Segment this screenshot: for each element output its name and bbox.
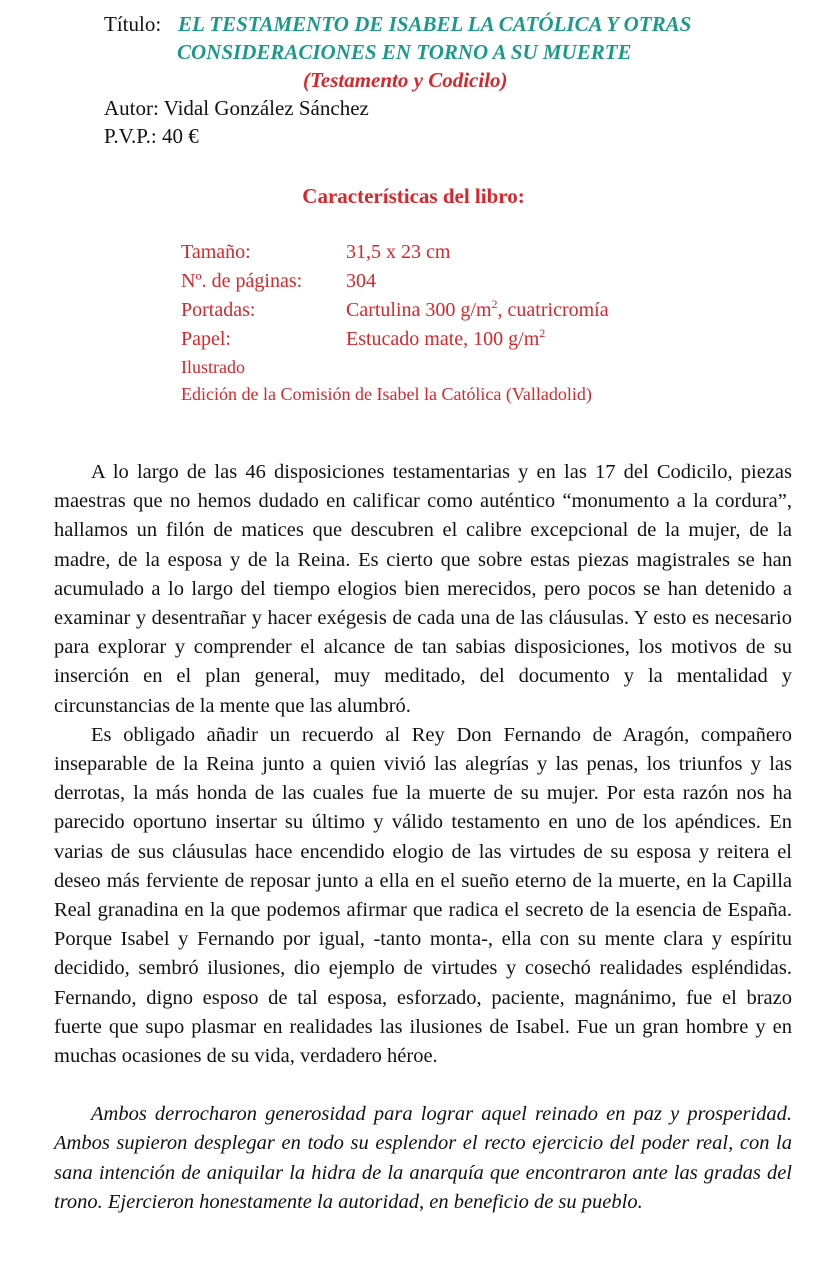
book-title-line-2: CONSIDERACIONES EN TORNO A SU MUERTE — [177, 40, 632, 64]
characteristics-list — [181, 238, 801, 408]
characteristic-covers — [181, 296, 801, 325]
title-row — [104, 10, 804, 38]
characteristic-label: Papel: — [181, 328, 231, 350]
characteristic-value: Cartulina 300 g/m — [346, 299, 492, 321]
characteristic-value: 31,5 x 23 cm — [346, 241, 451, 263]
characteristic-note-edition: Edición de la Comisión de Isabel la Católica (Valladolid) — [181, 384, 592, 404]
book-subtitle: (Testamento y Codicilo) — [303, 68, 508, 92]
characteristic-label: Portadas: — [181, 299, 256, 321]
book-title-line-1: EL TESTAMENTO DE ISABEL LA CATÓLICA Y OTRAS — [178, 12, 692, 36]
book-header — [104, 10, 804, 150]
characteristic-pages — [181, 267, 801, 296]
characteristic-paper — [181, 325, 801, 354]
characteristics-heading: Características del libro: — [302, 184, 525, 208]
characteristic-size — [181, 238, 801, 267]
title-label: Título: — [104, 12, 162, 36]
book-author: Autor: Vidal González Sánchez — [104, 96, 369, 120]
characteristic-value: 304 — [346, 270, 376, 292]
superscript: 2 — [491, 297, 498, 311]
superscript: 2 — [539, 326, 546, 340]
book-price: P.V.P.: 40 € — [104, 124, 199, 148]
body-paragraph: Es obligado añadir un recuerdo al Rey Don Fernando de Aragón, compañero inseparable de la Reina junto a quien vivió las alegrías y las penas, los triunfos y las derrotas, la más honda de las cuales fue la muerte de su mujer. Por esta razón nos ha parecido oportuno insertar su último y válido testamento en uno de los apéndices. En varias de sus cláusulas hace encendido elogio de las virtudes de su esposa y reitera el deseo más ferviente de reposar junto a ella en el sueño eterno de la muerte, en la Capilla Real granadina en la que podemos afirmar que radica el secreto de la esencia de España. Porque Isabel y Fernando por igual, -tanto monta-, ella con su mente clara y espíritu decidido, sembró ilusiones, dio ejemplo de virtudes y cosechó realidades espléndidas. Fernando, digno esposo de tal esposa, esforzado, paciente, magnánimo, fue el brazo fuerte que supo plasmar en realidades las ilusiones de Isabel. Fue un gran hombre y en muchas ocasiones de su vida, verdadero héroe. — [54, 723, 792, 1068]
body-paragraph: A lo largo de las 46 disposiciones testamentarias y en las 17 del Codicilo, piezas maestras que no hemos dudado en calificar como auténtico “monumento a la cordura”, hallamos un filón de matices que descubren el calibre excepcional de la mujer, de la madre, de la esposa y de la Reina. Es cierto que sobre estas piezas magistrales se han acumulado a lo largo del tiempo elogios bien merecidos, pero pocos se han detenido a examinar y desentrañar y hacer exégesis de cada una de las cláusulas. Y esto es necesario para explorar y comprender el alcance de tan sabias disposiciones, los motivos de su inserción en el plan general, muy meditado, del documento y la mentalidad y circunstancias de la mente que las alumbró. — [54, 461, 792, 717]
italic-quote-paragraph: Ambos derrocharon generosidad para lograr aquel reinado en paz y prosperidad. Ambos supieron desplegar en todo su esplendor el recto ejercicio del poder real, con la sana intención de aniquilar la hidra de la anarquía que encontraron ante las gradas del trono. Ejercieron honestamente la autoridad, en beneficio de su pueblo. — [54, 1103, 792, 1213]
characteristic-label: Nº. de páginas: — [181, 270, 303, 292]
characteristic-label: Tamaño: — [181, 241, 251, 263]
characteristic-value: Estucado mate, 100 g/m — [346, 328, 540, 350]
characteristic-value-suffix: , cuatricromía — [497, 299, 609, 321]
body-text — [54, 458, 792, 1217]
characteristic-note-illustrated: Ilustrado — [181, 357, 245, 377]
